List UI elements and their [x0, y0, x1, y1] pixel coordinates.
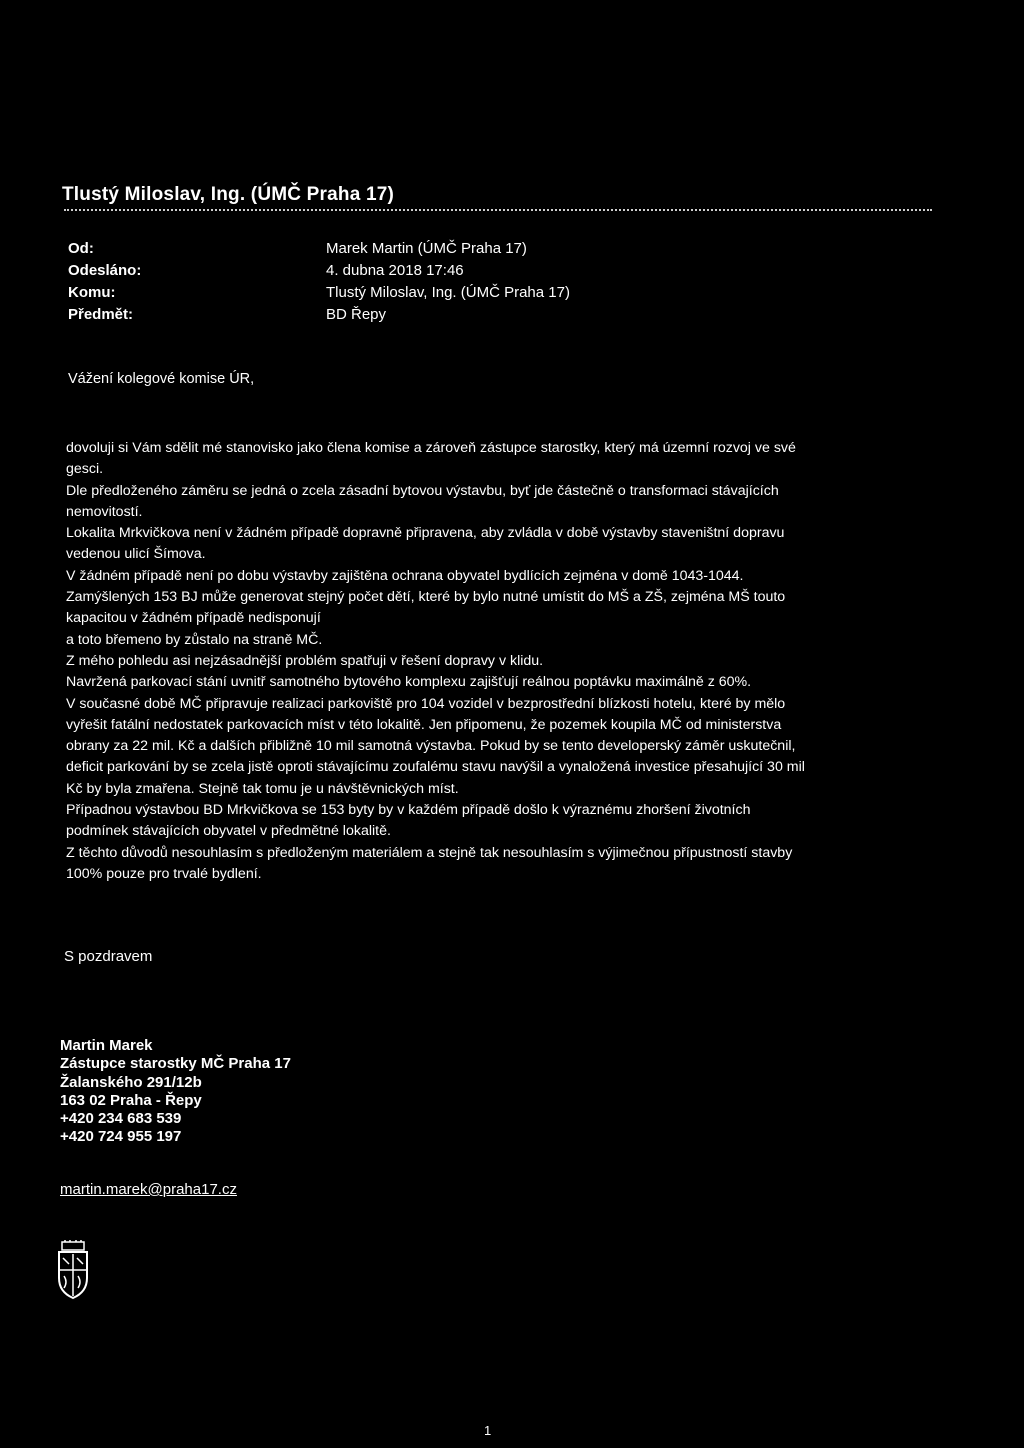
body-line: podmínek stávajících obyvatel v předmětné lokalitě. — [66, 823, 391, 840]
meta-row-sent — [68, 260, 570, 282]
signature-phone: +420 234 683 539 — [60, 1110, 182, 1128]
body-line: Případnou výstavbou BD Mrkvičkova se 153 byty by v každém případě došlo k výraznému zhoršení životních — [66, 802, 751, 819]
signature-block — [60, 1037, 291, 1147]
body-line: vedenou ulicí Šímova. — [66, 546, 206, 563]
meta-value: 4. dubna 2018 17:46 — [326, 262, 464, 279]
body-line: deficit parkování by se zcela jistě oproti stávajícímu zoufalému stavu navýšil a vynaložená investice přesahující 30 mil — [66, 759, 805, 776]
meta-row-to — [68, 282, 570, 304]
signature-street: Žalanského 291/12b — [60, 1073, 202, 1091]
body-line: a toto břemeno by zůstalo na straně MČ. — [66, 631, 323, 648]
body-line: 100% pouze pro trvalé bydlení. — [66, 865, 262, 882]
body-line: V současné době MČ připravuje realizaci parkoviště pro 104 vozidel v bezprostřední blízkosti hotelu, které by mělo — [66, 695, 786, 712]
body-line: Dle předloženého záměru se jedná o zcela zásadní bytovou výstavbu, byť jde částečně o transformaci stávajících — [66, 482, 779, 499]
signature-name: Martin Marek — [60, 1037, 153, 1054]
municipal-crest-icon — [56, 1240, 90, 1300]
body-line: kapacitou v žádném případě nedisponují — [66, 610, 321, 627]
page-number: 1 — [484, 1423, 492, 1438]
email-link[interactable]: martin.marek@praha17.cz — [60, 1181, 237, 1198]
sender-title: Tlustý Miloslav, Ing. (ÚMČ Praha 17) — [62, 184, 395, 205]
body-line: Kč by byla zmařena. Stejně tak tomu je u návštěvnických míst. — [66, 780, 459, 797]
meta-label: Odesláno: — [68, 262, 142, 279]
meta-label: Komu: — [68, 284, 116, 301]
body-line: V žádném případě není po dobu výstavby zajištěna ochrana obyvatel bydlících zejména v domě 1043-1044. — [66, 567, 744, 584]
header-divider — [64, 209, 932, 211]
signature-city: 163 02 Praha - Řepy — [60, 1091, 202, 1109]
body-line: Z těchto důvodů nesouhlasím s předloženým materiálem a stejně tak nesouhlasím s výjimečnou přípustností stavby — [66, 844, 793, 861]
body-line: Z mého pohledu asi nejzásadnější problém spatřuji v řešení dopravy v klidu. — [66, 652, 544, 669]
closing: S pozdravem — [64, 948, 153, 965]
body-line: Zamýšlených 153 BJ může generovat stejný počet dětí, které by bylo nutné umístit do MŠ a ZŠ, zejména MŠ touto — [66, 589, 786, 606]
meta-row-from — [68, 238, 570, 260]
meta-row-subject — [68, 304, 570, 326]
body-line: nemovitostí. — [66, 503, 143, 520]
email-meta — [68, 238, 570, 326]
body-line: gesci. — [66, 461, 104, 478]
meta-value: BD Řepy — [326, 306, 387, 323]
email-body — [66, 438, 936, 885]
body-line: Navržená parkovací stání uvnitř samotného bytového komplexu zajišťují reálnou poptávku maximálně z 60%. — [66, 674, 752, 691]
body-line: vyřešit fatální nedostatek parkovacích míst v této lokalitě. Jen připomenu, že pozemek koupila MČ od ministerstva — [66, 716, 782, 733]
meta-label: Od: — [68, 240, 94, 257]
signature-mobile: +420 724 955 197 — [60, 1128, 182, 1146]
meta-value: Tlustý Miloslav, Ing. (ÚMČ Praha 17) — [326, 284, 570, 301]
body-line: obrany za 22 mil. Kč a dalších přibližně 10 mil samotná výstavba. Pokud by se tento developerský záměr uskutečnil, — [66, 738, 796, 755]
greeting: Vážení kolegové komise ÚR, — [68, 371, 255, 387]
meta-value: Marek Martin (ÚMČ Praha 17) — [326, 240, 527, 257]
body-line: Lokalita Mrkvičkova není v žádném případě dopravně připravena, aby zvládla v době výstavby staveništní dopravu — [66, 525, 785, 542]
meta-label: Předmět: — [68, 306, 134, 323]
signature-title: Zástupce starostky MČ Praha 17 — [60, 1055, 291, 1073]
body-line: dovoluji si Vám sdělit mé stanovisko jako člena komise a zároveň zástupce starostky, který má územní rozvoj ve své — [66, 440, 796, 456]
